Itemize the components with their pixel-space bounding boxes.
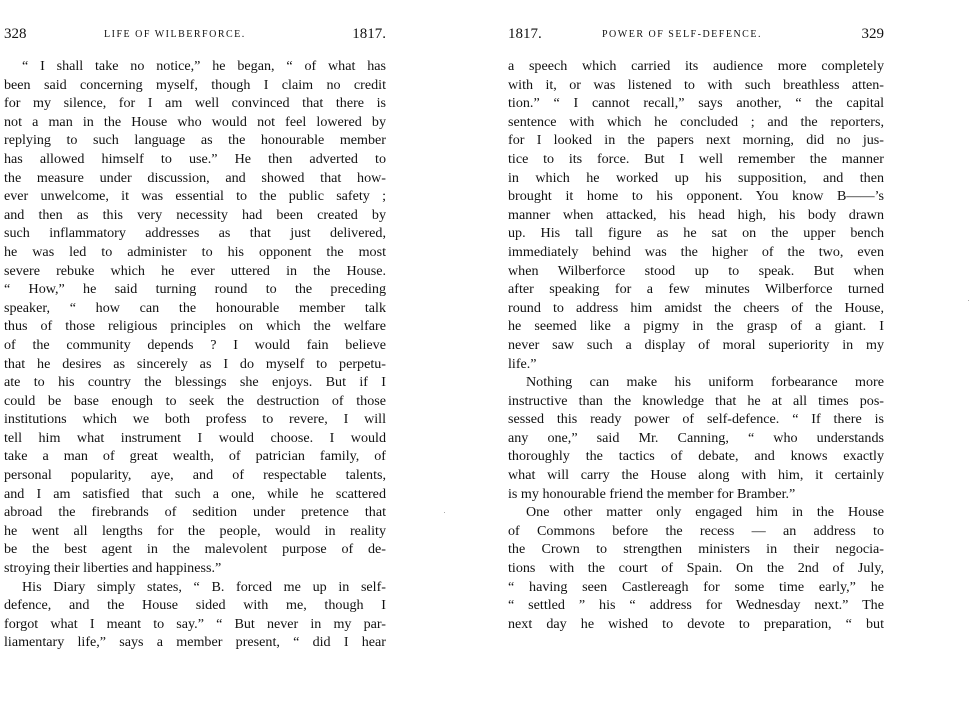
text-line: replying to such language as the honourable member [4,132,386,149]
text-line: tions with the court of Spain. On the 2nd of July, [508,560,884,577]
right-page-header [508,26,884,48]
text-line: has allowed himself to use.” He then adverted to [4,150,386,167]
text-line: when Wilberforce stood up to speak. But when [508,262,884,279]
text-line: could be base enough to seek the destruction of those [4,392,386,409]
margin-speck [968,300,969,301]
text-line: severe rebuke which he ever uttered in the House. [4,262,386,279]
text-line: in which he worked up his supposition, and then [508,169,884,186]
text-line: is my honourable friend the member for Bramber.” [508,485,796,502]
text-line: he went all lengths for the people, would in reality [4,522,386,539]
text-line: ever unwelcome, it was essential to the public safety ; [4,188,386,205]
text-line: “ settled ” his “ address for Wednesday next.” The [508,597,884,614]
left-page-number: 328 [4,26,27,42]
text-line: never saw such a display of moral superiority in my [508,336,884,353]
text-line: for I looked in the papers next morning, did no jus- [508,132,884,149]
text-line: “ How,” he said turning round to the preceding [4,281,386,298]
text-line: liamentary life,” says a member present, “ did I hear [4,634,386,651]
text-line: institutions which we both profess to revere, I will [4,411,386,428]
text-line: the measure under discussion, and showed that how- [4,169,386,186]
left-running-head: LIFE OF WILBERFORCE. [104,29,246,40]
text-line: with it, or was listened to with such breathless atten- [508,76,884,93]
text-line: a speech which carried its audience more completely [508,58,884,74]
text-line: round to address him amidst the cheers of the House, [508,299,884,316]
text-line: Nothing can make his uniform forbearance more [526,374,884,391]
left-page-header [4,26,386,48]
text-line: forgot what I meant to say.” “ But never in my par- [4,615,386,632]
text-line: such inflammatory addresses as that just delivered, [4,225,386,242]
text-line: immediately behind was the higher of the two, even [508,243,884,260]
text-line: defence, and the House sided with me, though I [4,597,386,614]
left-page-year: 1817. [352,26,386,42]
text-line: One other matter only engaged him in the House [526,504,884,521]
text-line: be the best agent in the malevolent purpose of de- [4,541,386,558]
text-line: manner when attacked, his head high, his body drawn [508,206,884,223]
right-page-number: 329 [861,26,884,42]
text-line: he seemed like a pigmy in the grasp of a giant. I [508,318,884,335]
text-line: His Diary simply states, “ B. forced me up in self- [22,578,386,595]
right-running-head: POWER OF SELF-DEFENCE. [602,29,762,40]
text-line: any one,” said Mr. Canning, “ who understands [508,429,884,446]
right-page-year: 1817. [508,26,542,42]
gutter-speck [444,512,445,513]
text-line: brought it home to his opponent. You know B——’s [508,188,884,205]
text-line: for my silence, for I am well convinced that there is [4,95,386,112]
text-line: that he desires as sincerely as I do myself to perpetu- [4,355,386,372]
text-line: tice to its force. But I well remember the manner [508,150,884,167]
text-line: “ I shall take no notice,” he began, “ of what has [22,58,386,74]
right-page-text [508,57,884,633]
text-line: what will carry the House along with him, it certainly [508,467,884,484]
text-line: tion.” “ I cannot recall,” says another, “ the capital [508,95,884,112]
text-line: take a man of great wealth, of patrician family, of [4,448,386,465]
text-line: thoroughly the tactics of debate, and knows exactly [508,448,884,465]
text-line: the Crown to strengthen ministers in their negocia- [508,541,884,558]
text-line: abroad the firebrands of sedition under pretence that [4,504,386,521]
text-line: “ having seen Castlereagh for some time early,” he [508,578,884,595]
text-line: personal popularity, aye, and of respectable talents, [4,467,386,484]
text-line: life.” [508,355,537,372]
text-line: instructive than the knowledge that he at all times pos- [508,392,884,409]
text-line: speaker, “ how can the honourable member talk [4,299,386,316]
text-line: he was led to administer to his opponent the most [4,243,386,260]
text-line: of the community depends ? I would fain believe [4,336,386,353]
text-line: next day he wished to devote to preparation, “ but [508,615,884,632]
text-line: up. His tall figure as he sat on the upper bench [508,225,884,242]
text-line: and I am satisfied that such a one, while he scattered [4,485,386,502]
left-page-text [4,57,386,652]
text-line: of Commons before the recess — an address to [508,522,884,539]
text-line: and then as this very necessity had been created by [4,206,386,223]
text-line: sentence with which he concluded ; and the reporters, [508,113,884,130]
text-line: not a man in the House who would not feel lowered by [4,113,386,130]
text-line: stroying their liberties and happiness.” [4,560,222,577]
text-line: been said concerning myself, though I claim no credit [4,76,386,93]
text-line: sessed this ready power of self-defence. “ If there is [508,411,884,428]
text-line: after speaking for a few minutes Wilberforce turned [508,281,884,298]
text-line: tell him what instrument I would choose. I would [4,429,386,446]
text-line: thus of those religious principles on which the welfare [4,318,386,335]
text-line: ate to his country the blessings she enjoys. But if I [4,374,386,391]
